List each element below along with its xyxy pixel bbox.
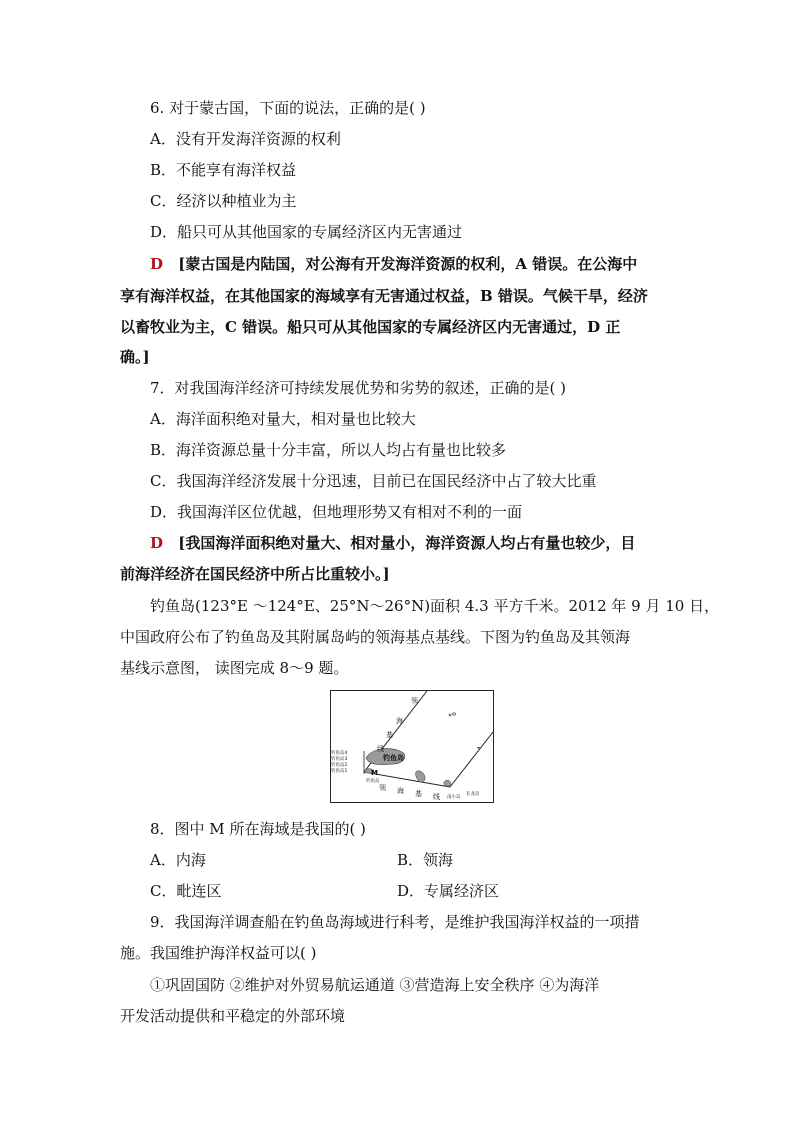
- baseline-left-char-4: 线: [377, 745, 384, 753]
- point-label-1: 钓鱼岛1: [331, 769, 348, 774]
- q7-option-b: B．海洋资源总量十分丰富，所以人均占有量也比较多: [150, 441, 507, 459]
- q7-explanation-line-1: [我国海洋面积绝对量大、相对量小，海洋资源人均占有量也较少，目: [178, 534, 636, 552]
- q9-items-line-2: 开发活动提供和平稳定的外部环境: [120, 1007, 346, 1025]
- marker-m: M: [371, 769, 378, 777]
- map-frame: [331, 691, 494, 803]
- diaoyu-baseline-map: [330, 690, 494, 803]
- point-label-2: 钓鱼岛2: [331, 763, 348, 768]
- q7-option-d: D．我国海洋区位优越，但地理形势又有相对不利的一面: [150, 503, 523, 521]
- q7-explanation-line-2: 前海洋经济在国民经济中所占比重较小。]: [120, 565, 390, 583]
- baseline-bottom-char-4: 线: [433, 793, 440, 801]
- passage-line-1: 钓鱼岛(123°E ～124°E、25°N～26°N)面积 4.3 平方千米。2012 年 9 月 10 日，: [150, 597, 720, 615]
- q6-option-c: C．经济以种植业为主: [150, 192, 297, 210]
- q7-answer-letter: D: [150, 534, 164, 552]
- q6-explanation-line-1: [蒙古国是内陆国，对公海有开发海洋资源的权利，A 错误。在公海中: [178, 255, 638, 273]
- changlong-label: 长龙岛: [466, 792, 480, 797]
- q8-option-a: A．内海: [150, 851, 206, 869]
- baseline-left-char-1: 领: [411, 697, 418, 705]
- q8-stem: 8．图中 M 所在海域是我国的( ): [150, 820, 366, 838]
- q8-option-b: B．领海: [397, 851, 454, 869]
- q6-option-b: B．不能享有海洋权益: [150, 161, 297, 179]
- islet-lower-left-label: 钓鱼岛: [366, 779, 380, 784]
- passage-line-2: 中国政府公布了钓鱼岛及其附属岛屿的领海基点基线。下图为钓鱼岛及其领海: [120, 628, 631, 646]
- baseline-bottom-char-3: 基: [415, 790, 422, 798]
- q6-explanation-line-3: 以畜牧业为主，C 错误。船只可从其他国家的专属经济区内无害通过，D 正: [120, 318, 621, 336]
- q9-stem-line-1: 9．我国海洋调查船在钓鱼岛海域进行科考，是维护我国海洋权益的一项措: [150, 913, 640, 931]
- q6-option-d: D．船只可从其他国家的专属经济区内无害通过: [150, 223, 463, 241]
- q6-stem: 6. 对于蒙古国，下面的说法，正确的是( ): [150, 99, 426, 117]
- baseline-bottom-char-2: 海: [397, 787, 404, 795]
- q6-answer-letter: D: [150, 255, 164, 273]
- q6-option-a: A．没有开发海洋资源的权利: [150, 130, 341, 148]
- changlong-island-shape: [444, 780, 451, 786]
- baseline-left-char-3: 基: [386, 731, 393, 739]
- q6-answer-line: [150, 254, 637, 274]
- nanxiao-label: 南小岛: [447, 795, 461, 800]
- baseline-left-char-2: 海: [396, 717, 403, 725]
- main-island-label: 钓鱼岛: [383, 754, 404, 762]
- q7-stem: 7．对我国海洋经济可持续发展优势和劣势的叙述，正确的是( ): [150, 379, 567, 397]
- point-label-4: 钓鱼岛4: [331, 751, 348, 756]
- q7-option-c: C．我国海洋经济发展十分迅速，目前已在国民经济中占了较大比重: [150, 472, 597, 490]
- baseline-bottom-char-1: 领: [379, 784, 386, 792]
- q7-option-a: A．海洋面积绝对量大，相对量也比较大: [150, 410, 416, 428]
- passage-line-3: 基线示意图， 读图完成 8～9 题。: [120, 659, 349, 677]
- q9-items-line-1: ①巩固国防 ②维护对外贸易航运通道 ③营造海上安全秩序 ④为海洋: [150, 976, 600, 994]
- q7-answer-line: [150, 533, 635, 553]
- q8-option-c: C．毗连区: [150, 882, 222, 900]
- q8-option-d: D．专属经济区: [397, 882, 500, 900]
- q6-explanation-line-2: 享有海洋权益，在其他国家的海域享有无害通过权益，B 错误。气候干旱，经济: [120, 287, 648, 305]
- q9-stem-line-2: 施。我国维护海洋权益可以( ): [120, 944, 317, 962]
- point-label-3: 钓鱼岛3: [331, 757, 348, 762]
- q6-explanation-line-4: 确。]: [120, 348, 150, 366]
